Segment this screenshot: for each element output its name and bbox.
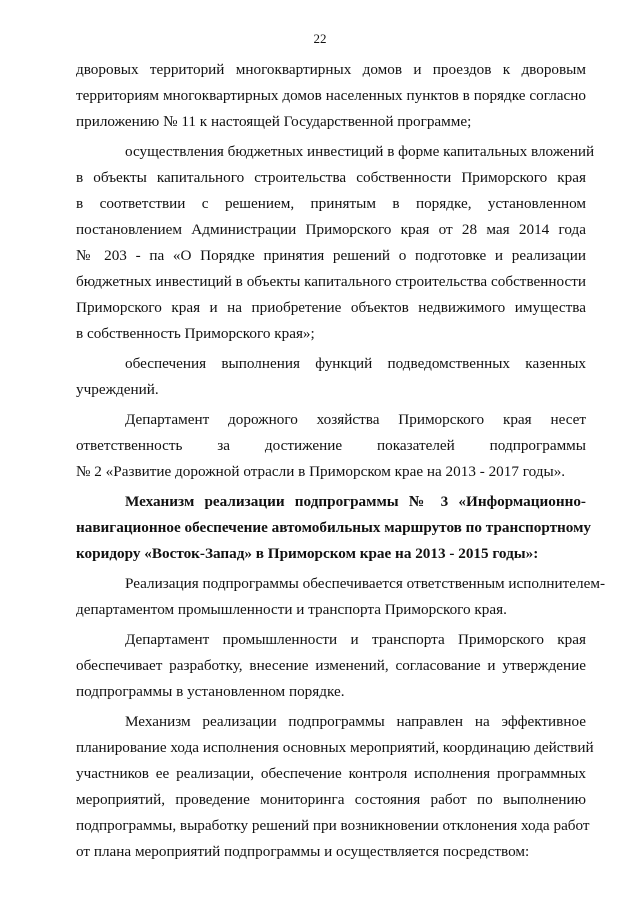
page-number: 22 [313, 31, 327, 46]
paragraph-line: Департамент промышленности и транспорта Приморского края [125, 631, 586, 648]
paragraph-line: участников ее реализации, обеспечение контроля исполнения программных [76, 765, 586, 782]
section-heading-line: Механизм реализации подпрограммы № 3 «Информационно- [125, 493, 586, 510]
paragraph-line: планирование хода исполнения основных мероприятий, координацию действий [76, 739, 594, 756]
paragraph-line: № 203 - па «О Порядке принятия решений о подготовке и реализации [76, 247, 586, 264]
paragraph-line: Механизм реализации подпрограммы направлен на эффективное [125, 713, 586, 730]
paragraph-line: в собственность Приморского края»; [76, 325, 315, 342]
paragraph-line: Департамент дорожного хозяйства Приморского края несет [125, 411, 586, 428]
paragraph-line: Реализация подпрограммы обеспечивается ответственным исполнителем- [125, 575, 606, 592]
paragraph-line: в соответствии с решением, принятым в порядке, установленном [76, 195, 586, 212]
section-heading-line: навигационное обеспечение автомобильных маршрутов по транспортному [76, 519, 592, 536]
paragraph-line: дворовых территорий многоквартирных домов и проездов к дворовым [76, 61, 586, 78]
paragraph-line: постановлением Администрации Приморского края от 28 мая 2014 года [76, 221, 586, 238]
paragraph-line: территориям многоквартирных домов населенных пунктов в порядке согласно [76, 87, 586, 104]
paragraph-line: от плана мероприятий подпрограммы и осуществляется посредством: [76, 843, 530, 860]
paragraph-line: в объекты капитального строительства собственности Приморского края [76, 169, 586, 186]
paragraph-line: бюджетных инвестиций в объекты капитального строительства собственности [76, 273, 586, 290]
paragraph-line: № 2 «Развитие дорожной отрасли в Приморском крае на 2013 - 2017 годы». [76, 463, 566, 480]
paragraph-line: подпрограммы, выработку решений при возникновении отклонения хода работ [76, 817, 590, 834]
paragraph-line: департаментом промышленности и транспорта Приморского края. [76, 601, 507, 618]
paragraph-line: учреждений. [76, 381, 159, 398]
section-heading-line: коридору «Восток-Запад» в Приморском крае на 2013 - 2015 годы»: [76, 545, 539, 562]
paragraph-line: обеспечивает разработку, внесение изменений, согласование и утверждение [76, 657, 586, 674]
paragraph-line: обеспечения выполнения функций подведомственных казенных [125, 355, 586, 372]
paragraph-line: мероприятий, проведение мониторинга состояния работ по выполнению [76, 791, 586, 808]
paragraph-line: подпрограммы в установленном порядке. [76, 683, 345, 700]
paragraph-line: Приморского края и на приобретение объектов недвижимого имущества [76, 299, 586, 316]
paragraph-line: осуществления бюджетных инвестиций в форме капитальных вложений [125, 143, 595, 160]
document-body [76, 57, 606, 865]
paragraph-line: приложению № 11 к настоящей Государственной программе; [76, 113, 472, 130]
paragraph-line: ответственность за достижение показателей подпрограммы [76, 437, 586, 454]
